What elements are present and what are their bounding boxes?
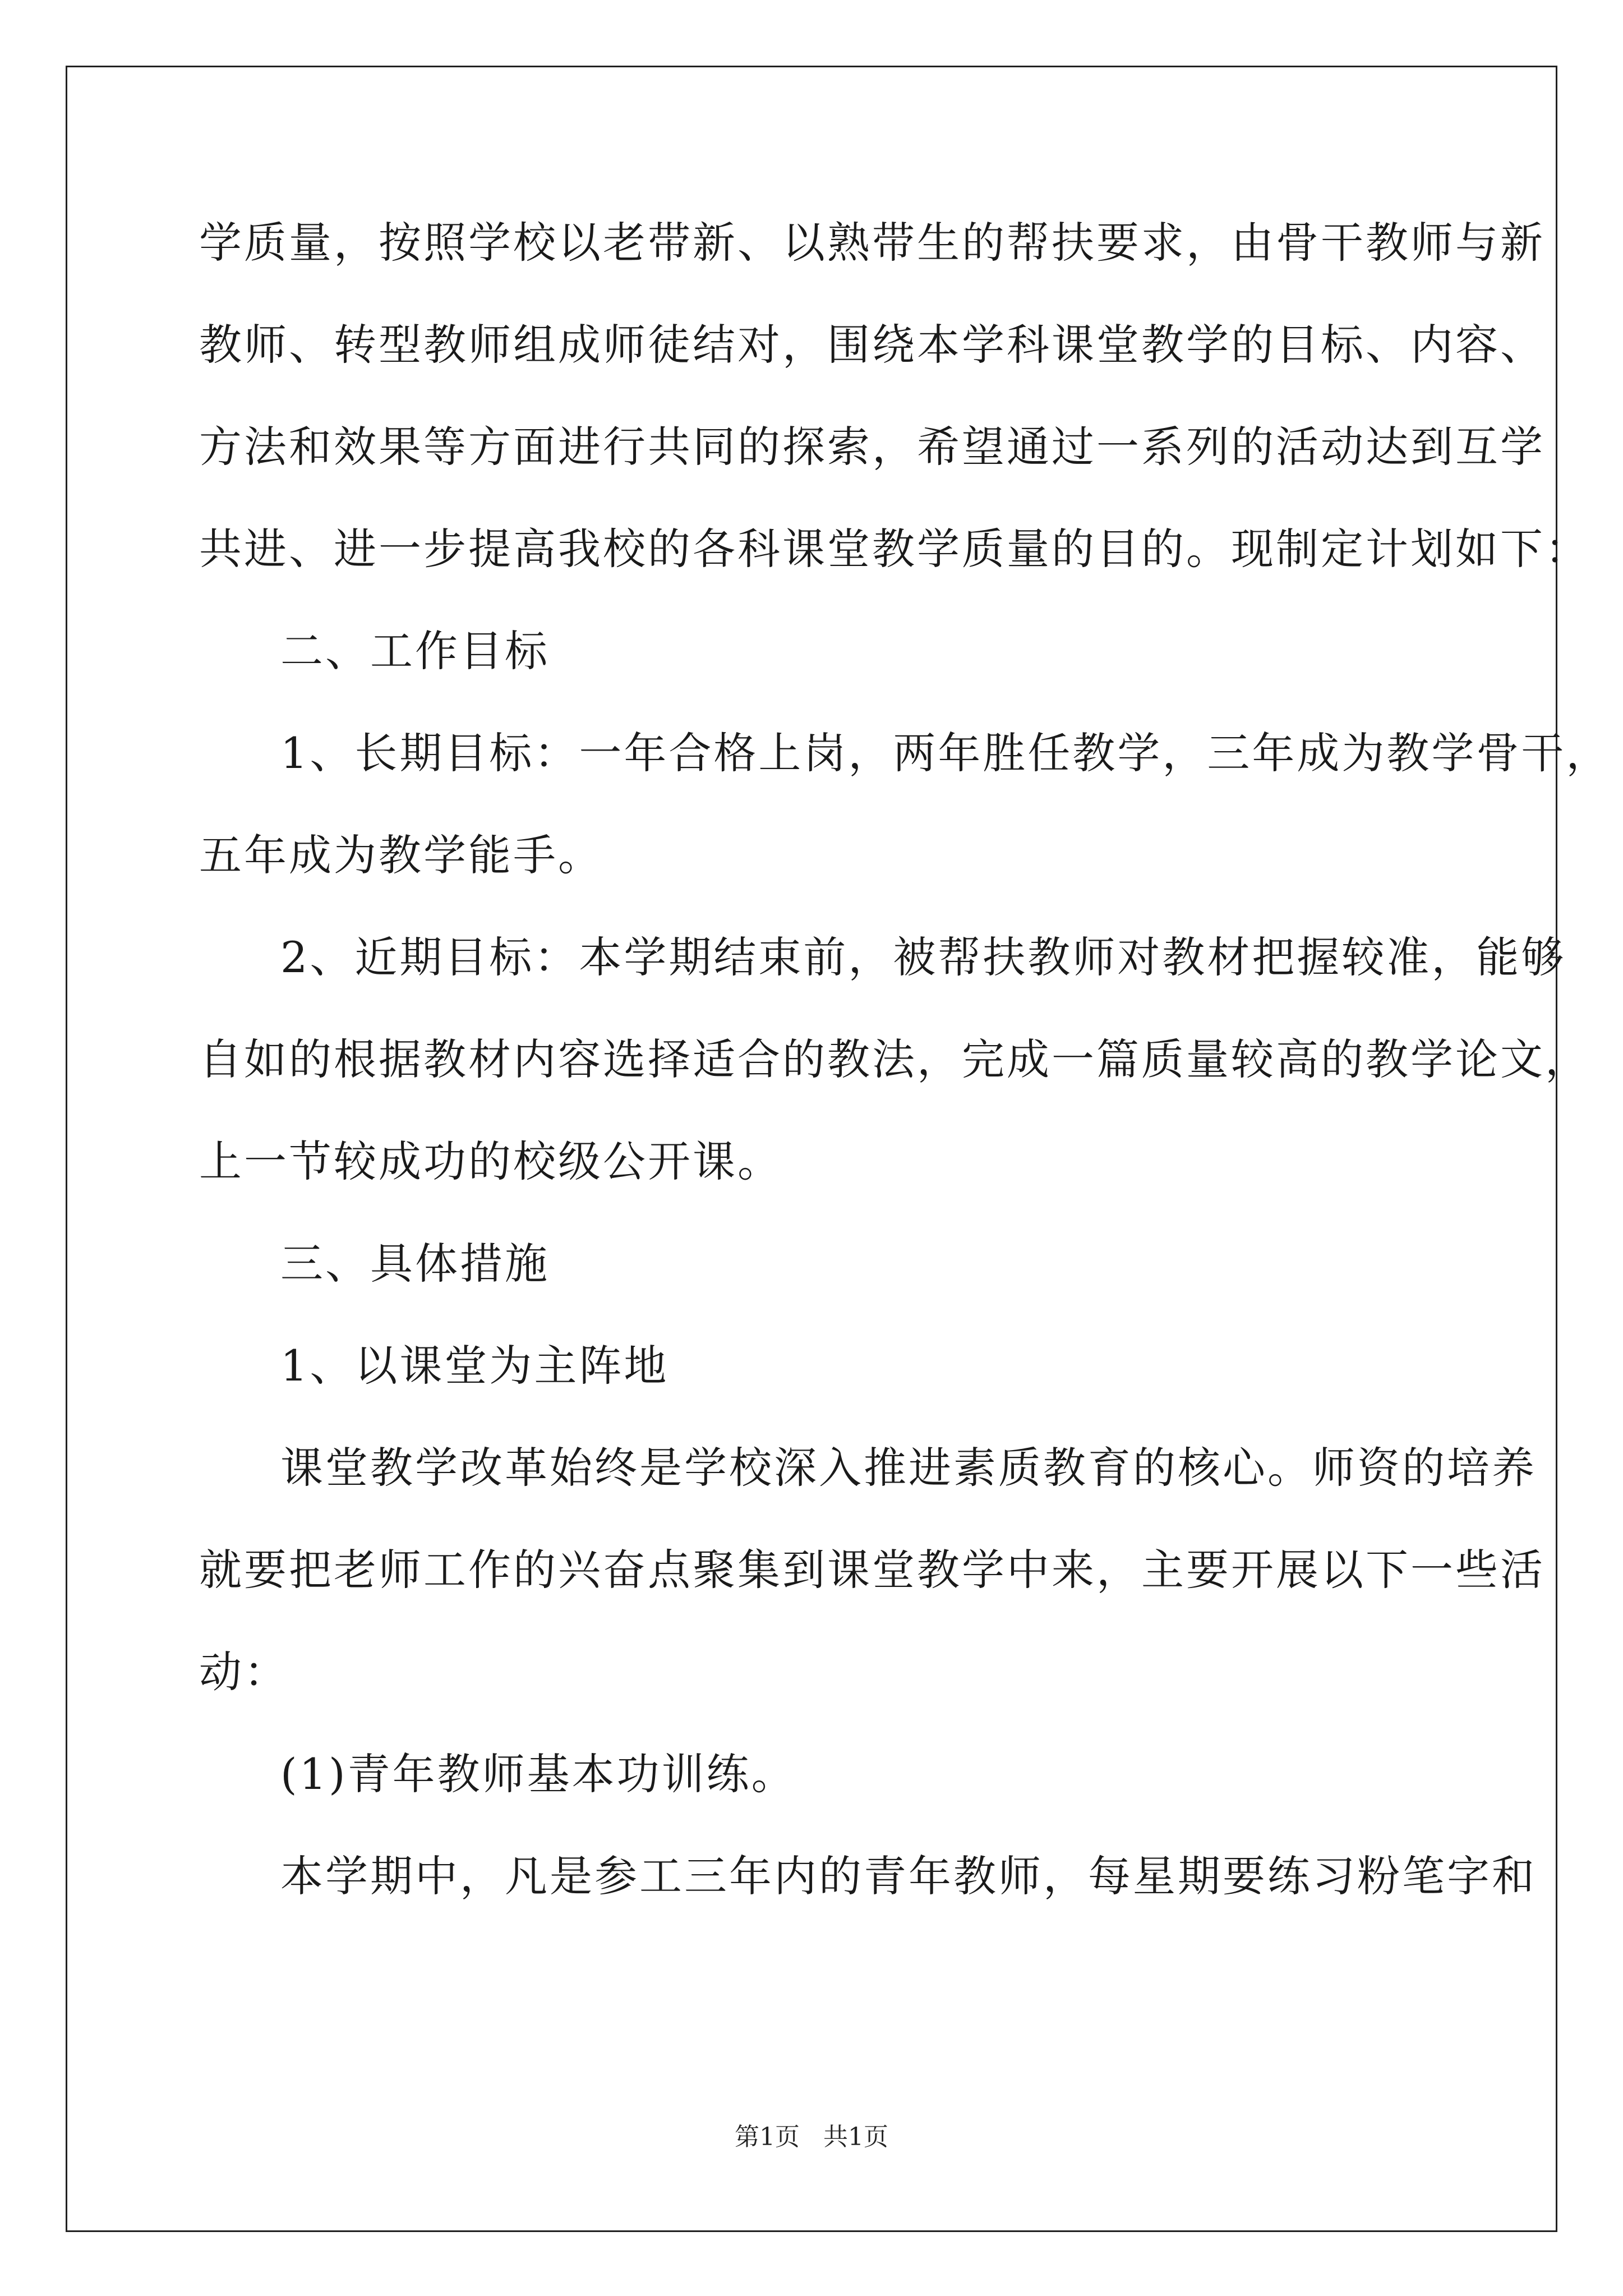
paragraph-line: 动： (199, 1647, 289, 1697)
paragraph-line: 共进、进一步提高我校的各科课堂教学质量的目的。现制定计划如下： (199, 524, 1590, 574)
paragraph-line: 就要把老师工作的兴奋点聚集到课堂教学中来，主要开展以下一些活 (199, 1545, 1545, 1595)
section-heading: 二、工作目标 (280, 626, 550, 676)
page-number-footer: 第1页 共1页 (735, 2123, 888, 2151)
paragraph-line: 课堂教学改革始终是学校深入推进素质教育的核心。师资的培养 (280, 1443, 1537, 1493)
subsection-heading: 1、以课堂为主阵地 (280, 1341, 669, 1391)
paragraph-line: 本学期中，凡是参工三年内的青年教师，每星期要练习粉笔字和 (280, 1851, 1537, 1901)
subsection-heading: (1)青年教师基本功训练。 (280, 1749, 796, 1799)
paragraph-line: 五年成为教学能手。 (199, 830, 603, 880)
paragraph-line: 教师、转型教师组成师徒结对，围绕本学科课堂教学的目标、内容、 (199, 320, 1545, 370)
paragraph-line: 学质量，按照学校以老带新、以熟带生的帮扶要求，由骨干教师与新 (199, 218, 1545, 268)
paragraph-line: 2、近期目标：本学期结束前，被帮扶教师对教材把握较准，能够 (280, 932, 1566, 982)
paragraph-line: 方法和效果等方面进行共同的探索，希望通过一系列的活动达到互学 (199, 422, 1545, 472)
paragraph-line: 自如的根据教材内容选择适合的教法，完成一篇质量较高的教学论文， (199, 1034, 1590, 1084)
paragraph-line: 上一节较成功的校级公开课。 (199, 1137, 782, 1186)
section-heading: 三、具体措施 (280, 1239, 550, 1289)
paragraph-line: 1、长期目标：一年合格上岗，两年胜任教学，三年成为教学骨干， (280, 728, 1611, 778)
